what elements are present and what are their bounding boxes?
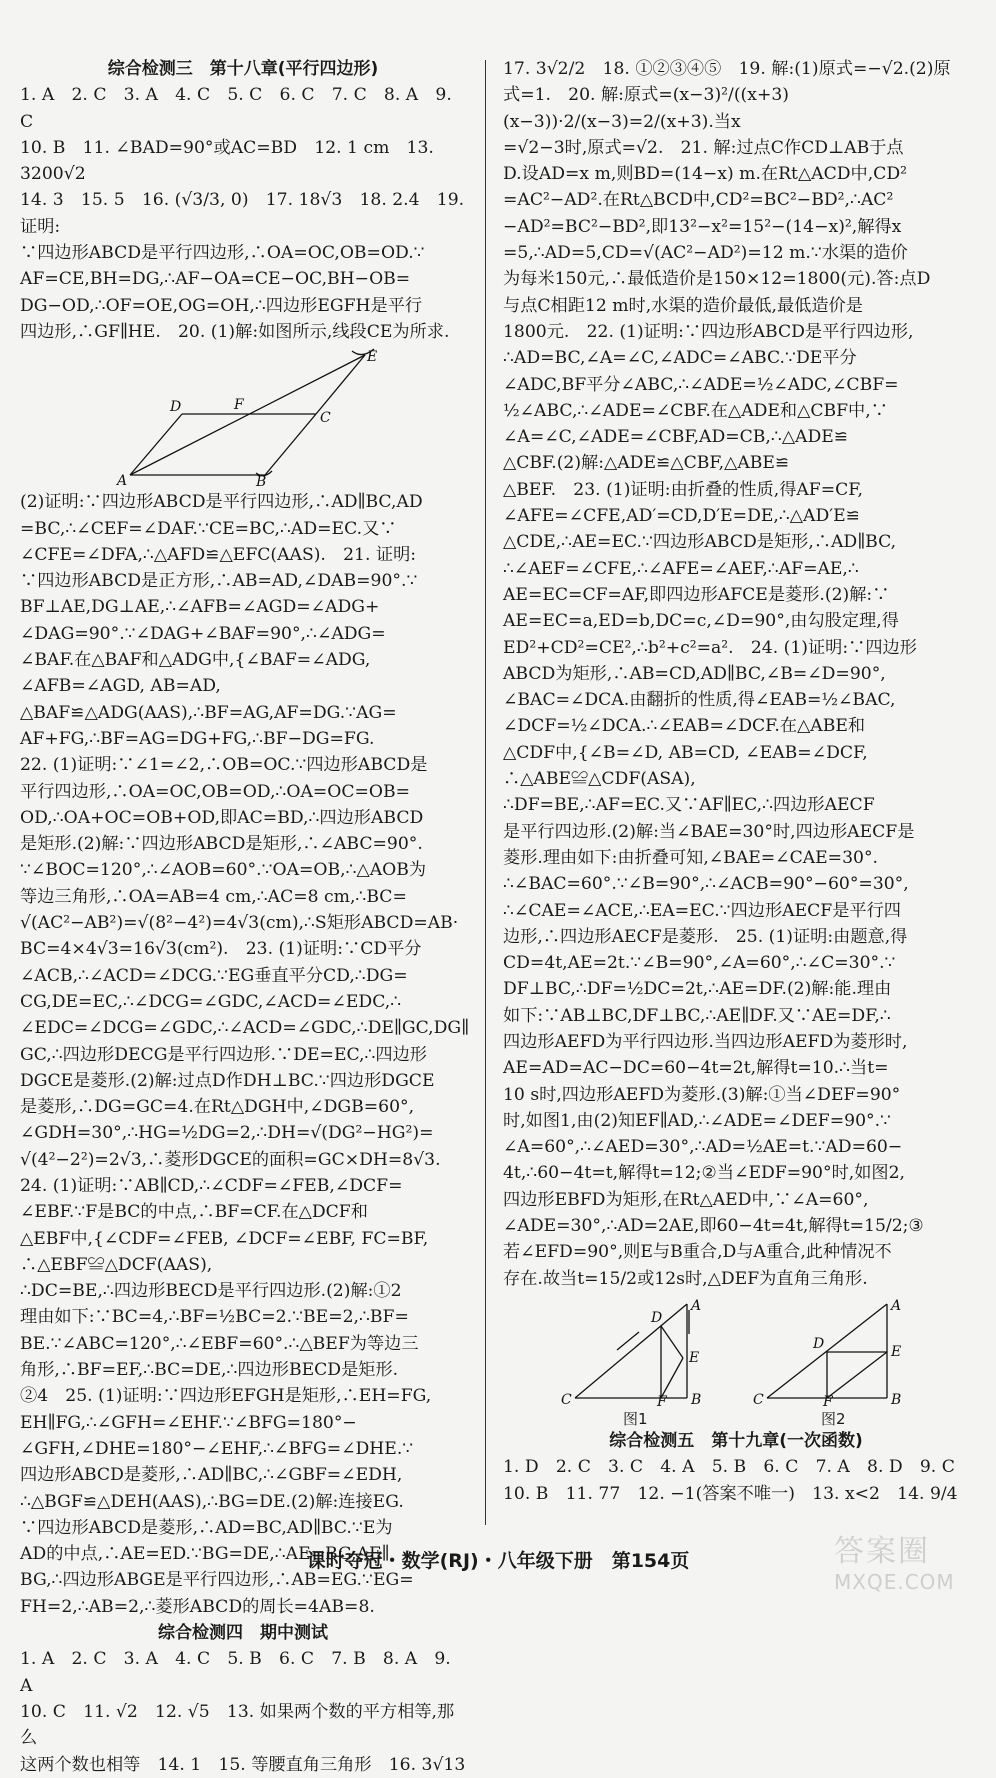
text-line: 角形,∴BF=EF,∴BC=DE,∴四边形BECD是矩形. xyxy=(20,1360,399,1381)
text-line: DGCE是菱形.(2)解:过点D作DH⊥BC.∵四边形DGCE xyxy=(20,1070,435,1091)
label-B: B xyxy=(256,474,267,488)
figure-2-caption: 图2 xyxy=(821,1409,846,1428)
text-line: 存在.故当t=15/2或12s时,△DEF为直角三角形. xyxy=(503,1268,868,1289)
text-line: DG−OD,∴OF=OE,OG=OH,∴四边形EGFH是平行 xyxy=(20,295,423,316)
text-line: ∴AD=BC,∠A=∠C,∠ADC=∠ABC.∵DE平分 xyxy=(503,348,857,369)
svg-text:F: F xyxy=(823,1393,833,1406)
text-line: 10. C 11. √2 12. √5 13. 如果两个数的平方相等,那么 xyxy=(20,1701,455,1749)
svg-text:A: A xyxy=(891,1297,902,1314)
figure-1 xyxy=(561,1298,731,1406)
text-line: 平行四边形,∴OA=OC,OB=OD,∴OA=OC=OB= xyxy=(20,781,411,802)
text-line: ∠AFE=∠CFE,AD′=CD,D′E=DE,∴△AD′E≌ xyxy=(503,506,861,527)
text-line: 这两个数也相等 14. 1 15. 等腰直角三角形 16. 3√13 xyxy=(20,1754,466,1775)
svg-text:E: E xyxy=(891,1343,902,1360)
text-line: ∴△BGF≌△DEH(AAS),∴BG=DE.(2)解:连接EG. xyxy=(20,1491,404,1512)
text-line: BE.∵∠ABC=120°,∴∠EBF=60°.∴△BEF为等边三 xyxy=(20,1333,419,1354)
text-line: =AC²−AD².在Rt△BCD中,CD²=BC²−BD²,∴AC² xyxy=(503,190,894,211)
text-line: △BAF≌△ADG(AAS),∴BF=AG,AF=DG.∵AG= xyxy=(20,702,397,723)
text-line: 1. D 2. C 3. C 4. A 5. B 6. C 7. A 8. D 9. C xyxy=(503,1457,955,1478)
parallelogram-figure xyxy=(20,347,466,487)
text-line: 菱形.理由如下:由折叠可知,∠BAE=∠CAE=30°. xyxy=(503,847,879,868)
text-line: ∵四边形ABCD是菱形,∴AD=BC,AD∥BC.∵E为 xyxy=(20,1517,393,1538)
text-line: AF+FG,∴BF=AG=DG+FG,∴BF−DG=FG. xyxy=(20,728,375,749)
svg-text:C: C xyxy=(561,1391,572,1406)
text-line: 是矩形.(2)解:∵四边形ABCD是矩形,∴∠ABC=90°. xyxy=(20,834,423,855)
section-title-test-4: 综合检测四 期中测试 xyxy=(158,1623,328,1644)
text-line: ∠DCF=½∠DCA.∴∠EAB=∠DCF.在△ABE和 xyxy=(503,716,866,737)
right-figures xyxy=(503,1298,969,1426)
text-line: △CDF中,{∠B=∠D, AB=CD, ∠EAB=∠DCF, ∴△ABE≌△CDF(ASA), xyxy=(503,742,885,790)
text-line: D.设AD=x m,则BD=(14−x) m.在Rt△ACD中,CD² xyxy=(503,164,907,185)
text-line: 若∠EFD=90°,则E与B重合,D与A重合,此种情况不 xyxy=(503,1242,892,1263)
text-line: 四边形,∴GF∥HE. 20. (1)解:如图所示,线段CE为所求. xyxy=(20,321,450,342)
text-line: OD,∴OA+OC=OB+OD,即AC=BD,∴四边形ABCD xyxy=(20,807,424,828)
text-line: △CBF.(2)解:△ADE≌△CBF,△ABE≌ xyxy=(503,453,790,474)
text-line: BG,∴四边形ABGE是平行四边形,∴AB=EG.∵EG= xyxy=(20,1570,414,1591)
text-line: ∠A=∠C,∠ADE=∠CBF,AD=CB,∴△ADE≌ xyxy=(503,427,849,448)
label-E: E xyxy=(367,349,378,366)
text-line: 是平行四边形.(2)解:当∠BAE=30°时,四边形AECF是 xyxy=(503,821,915,842)
text-line: ED²+CD²=CE²,∴b²+c²=a². 24. (1)证明:∵四边形 xyxy=(503,637,917,658)
text-line: =5,∴AD=5,CD=√(AC²−AD²)=12 m.∵水渠的造价 xyxy=(503,243,908,264)
text-line: △BEF. 23. (1)证明:由折叠的性质,得AF=CF, xyxy=(503,479,863,500)
text-line: 10. B 11. 77 12. −1(答案不唯一) 13. x<2 14. 9/4 xyxy=(503,1483,958,1504)
label-C: C xyxy=(320,410,331,427)
text-line: 24. (1)证明:∵AB∥CD,∴∠CDF=∠FEB,∠DCF= xyxy=(20,1175,403,1196)
text-line: ∠ACB,∴∠ACD=∠DCG.∵EG垂直平分CD,∴DG= xyxy=(20,965,408,986)
text-line: ∴∠CAE=∠ACE,∴EA=EC.∵四边形AECF是平行四 xyxy=(503,900,901,921)
text-line: ②4 25. (1)证明:∵四边形EFGH是矩形,∴EH=FG, xyxy=(20,1386,432,1407)
text-line: DF⊥BC,∴DF=½DC=2t,∴AE=DF.(2)解:能.理由 xyxy=(503,979,892,1000)
text-line: √(4²−2²)=2√3,∴菱形DGCE的面积=GC×DH=8√3. xyxy=(20,1149,441,1170)
svg-text:A: A xyxy=(691,1297,702,1314)
svg-text:D: D xyxy=(813,1335,825,1352)
svg-text:D: D xyxy=(651,1309,663,1326)
text-line: BF⊥AE,DG⊥AE,∴∠AFB=∠AGD=∠ADG+ xyxy=(20,597,380,618)
text-line: ∠A=60°,∴∠AED=30°,∴AD=½AE=t.∵AD=60− xyxy=(503,1137,903,1158)
label-D: D xyxy=(170,399,182,416)
text-line: ∠BAF.在△BAF和△ADG中,{∠BAF=∠ADG, ∠AFB=∠AGD, AB=AD, xyxy=(20,650,376,697)
text-line: 如下:∵AB⊥BC,DF⊥BC,∴AE∥DF.又∵AE=DF,∴ xyxy=(503,1005,891,1026)
left-column xyxy=(20,56,470,1778)
text-line: FH=2,∴AB=2,∴菱形ABCD的周长=4AB=8. xyxy=(20,1596,375,1617)
text-line: ∠ADE=30°,∴AD=2AE,即60−4t=4t,解得t=15/2;③ xyxy=(503,1216,924,1237)
text-line: △EBF中,{∠CDF=∠FEB, ∠DCF=∠EBF, FC=BF, ∴△EBF≌△DCF(AAS), xyxy=(20,1228,446,1275)
left-lines-b xyxy=(20,489,470,1620)
right-lines-b xyxy=(503,1454,969,1507)
watermark-top: 答案圈 xyxy=(834,1534,930,1569)
section-title-test-3: 综合检测三 第十八章(平行四边形) xyxy=(107,59,379,79)
right-lines-a xyxy=(503,56,969,1292)
text-line: 1. A 2. C 3. A 4. C 5. C 6. C 7. C 8. A 9. C xyxy=(20,85,458,132)
text-line: 17. 3√2/2 18. ①②③④⑤ 19. 解:(1)原式=−√2.(2)原 xyxy=(503,59,951,79)
watermark-bottom: MXQE.COM xyxy=(834,1570,955,1594)
column-divider xyxy=(485,60,486,1525)
text-line: ½∠ABC,∴∠ADE=∠CBF.在△ADE和△CBF中,∵ xyxy=(503,400,888,421)
text-line: 与点C相距12 m时,水渠的造价最低,最低造价是 xyxy=(503,295,863,316)
page-footer: 课时夺冠・数学(RJ)・八年级下册 第154页 xyxy=(306,1550,690,1572)
text-line: ∵四边形ABCD是正方形,∴AB=AD,∠DAB=90°.∵ xyxy=(20,571,418,592)
text-line: 边形,∴四边形AECF是菱形. 25. (1)证明:由题意,得 xyxy=(503,926,908,947)
text-line: (2)证明:∵四边形ABCD是平行四边形,∴AD∥BC,AD xyxy=(20,492,423,513)
figure-1-caption: 图1 xyxy=(623,1409,648,1428)
label-A: A xyxy=(117,473,128,488)
text-line: ∠GFH,∠DHE=180°−∠EHF,∴∠BFG=∠DHE.∵ xyxy=(20,1438,414,1459)
text-line: 1. A 2. C 3. A 4. C 5. B 6. C 7. B 8. A 9. A xyxy=(20,1649,457,1696)
svg-text:B: B xyxy=(891,1391,902,1406)
section-title-test-5: 综合检测五 第十九章(一次函数) xyxy=(609,1430,863,1451)
figure-2 xyxy=(753,1298,923,1406)
seg-AD xyxy=(130,414,182,475)
text-line: =BC,∴∠CEF=∠DAF.∵CE=BC,∴AD=EC.又∵ xyxy=(20,518,397,539)
text-line: CG,DE=EC,∴∠DCG=∠GDC,∠ACD=∠EDC,∴ xyxy=(20,991,402,1012)
watermark-logo xyxy=(834,1526,984,1594)
text-line: ∴DF=BE,∴AF=EC.又∵AF∥EC,∴四边形AECF xyxy=(503,795,875,816)
svg-text:C: C xyxy=(753,1391,764,1406)
text-line: ∠EBF.∵F是BC的中点,∴BF=CF.在△DCF和 xyxy=(20,1202,368,1223)
text-line: 1800元. 22. (1)证明:∵四边形ABCD是平行四边形, xyxy=(503,321,914,342)
text-line: 理由如下:∵BC=4,∴BF=½BC=2.∵BE=2,∴BF= xyxy=(20,1307,409,1328)
text-line: △CDE,∴AE=EC.∵四边形ABCD是矩形,∴AD∥BC, xyxy=(503,532,897,553)
right-column xyxy=(503,56,969,1507)
text-line: ∠CFE=∠DFA,∴△AFD≌△EFC(AAS). 21. 证明: xyxy=(20,544,417,565)
text-line: 4t,∴60−4t=t,解得t=12;②当∠EDF=90°时,如图2, xyxy=(503,1163,906,1184)
text-line: AE=EC=CF=AF,即四边形AFCE是菱形.(2)解:∵ xyxy=(503,584,890,605)
left-lines-a xyxy=(20,82,470,345)
text-line: 14. 3 15. 5 16. (√3/3, 0) 17. 18√3 18. 2.4 19. 证明: xyxy=(20,190,470,237)
text-line: 10 s时,四边形AEFD为菱形.(3)解:①当∠DEF=90° xyxy=(503,1084,901,1105)
text-line: 等边三角形,∴OA=AB=4 cm,∴AC=8 cm,∴BC= xyxy=(20,886,407,907)
text-line: √(AC²−AB²)=√(8²−4²)=4√3(cm),∴S矩形ABCD=AB· xyxy=(20,913,459,934)
text-line: EH∥FG,∴∠GFH=∠EHF.∵∠BFG=180°− xyxy=(20,1412,357,1433)
label-F: F xyxy=(234,397,244,414)
text-line: =√2−3时,原式=√2. 21. 解:过点C作CD⊥AB于点 xyxy=(503,137,904,158)
text-line: 式=1. 20. 解:原式=(x−3)²/((x+3)(x−3))·2/(x−3)=2/(x+3).当x xyxy=(503,85,789,132)
text-line: AD的中点,∴AE=ED.∵BG=DE,∴AE=BG,AE∥ xyxy=(20,1544,390,1565)
svg-text:F: F xyxy=(657,1393,667,1406)
text-line: ∠ADC,BF平分∠ABC,∴∠ADE=½∠ADC,∠CBF= xyxy=(503,374,899,395)
text-line: −AD²=BC²−BD²,即13²−x²=15²−(14−x)²,解得x xyxy=(503,216,902,237)
text-line: CD=4t,AE=2t.∵∠B=90°,∠A=60°,∴∠C=30°.∵ xyxy=(503,953,896,974)
text-line: 四边形AEFD为平行四边形.当四边形AEFD为菱形时, xyxy=(503,1031,908,1052)
text-line: AE=EC=a,ED=b,DC=c,∠D=90°,由勾股定理,得 xyxy=(503,611,899,632)
text-line: ∴∠BAC=60°.∵∠B=90°,∴∠ACB=90°−60°=30°, xyxy=(503,874,909,895)
text-line: AF=CE,BH=DG,∴AF−OA=CE−OC,BH−OB= xyxy=(20,269,411,290)
text-line: ∠BAC=∠DCA.由翻折的性质,得∠EAB=½∠BAC, xyxy=(503,690,896,711)
text-line: GC,∴四边形DECG是平行四边形.∵DE=EC,∴四边形 xyxy=(20,1044,427,1065)
text-line: ∵四边形ABCD是平行四边形,∴OA=OC,OB=OD.∵ xyxy=(20,243,425,264)
text-line: 22. (1)证明:∵∠1=∠2,∴OB=OC.∵四边形ABCD是 xyxy=(20,755,428,776)
left-lines-c xyxy=(20,1646,466,1777)
text-line: 为每米150元,∴最低造价是150×12=1800(元).答:点D xyxy=(503,269,931,290)
text-line: ∠GDH=30°,∴HG=½DG=2,∴DH=√(DG²−HG²)= xyxy=(20,1123,434,1144)
text-line: ∠EDC=∠DCG=∠GDC,∴∠ACD=∠GDC,∴DE∥GC,DG∥ xyxy=(20,1018,470,1039)
text-line: ABCD为矩形,∴AB=CD,AD∥BC,∠B=∠D=90°, xyxy=(503,663,886,684)
text-line: ∴∠AEF=∠CFE,∴∠AFE=∠AEF,∴AF=AE,∴ xyxy=(503,558,859,579)
text-line: AE=AD=AC−DC=60−4t=2t,解得t=10.∴当t= xyxy=(503,1058,889,1079)
text-line: ∵∠BOC=120°,∴∠AOB=60°.∵OA=OB,∴△AOB为 xyxy=(20,860,427,881)
text-line: ∠DAG=90°.∵∠DAG+∠BAF=90°,∴∠ADG= xyxy=(20,623,386,644)
seg-BC xyxy=(265,414,316,475)
text-line: BC=4×4√3=16√3(cm²). 23. (1)证明:∵CD平分 xyxy=(20,939,422,960)
svg-text:B: B xyxy=(691,1391,702,1406)
text-line: 四边形ABCD是菱形,∴AD∥BC,∴∠GBF=∠EDH, xyxy=(20,1465,403,1486)
text-line: 10. B 11. ∠BAD=90°或AC=BD 12. 1 cm 13. 3200√2 xyxy=(20,137,440,185)
text-line: 时,如图1,由(2)知EF∥AD,∴∠ADE=∠DEF=90°.∵ xyxy=(503,1110,891,1131)
text-line: 四边形EBFD为矩形,在Rt△AED中,∵∠A=60°, xyxy=(503,1189,869,1210)
text-line: ∴DC=BE,∴四边形BECD是平行四边形.(2)解:①2 xyxy=(20,1281,402,1302)
svg-text:E: E xyxy=(689,1349,700,1366)
seg-CE xyxy=(316,355,365,414)
text-line: 是菱形,∴DG=GC=4.在Rt△DGH中,∠DGB=60°, xyxy=(20,1097,415,1118)
